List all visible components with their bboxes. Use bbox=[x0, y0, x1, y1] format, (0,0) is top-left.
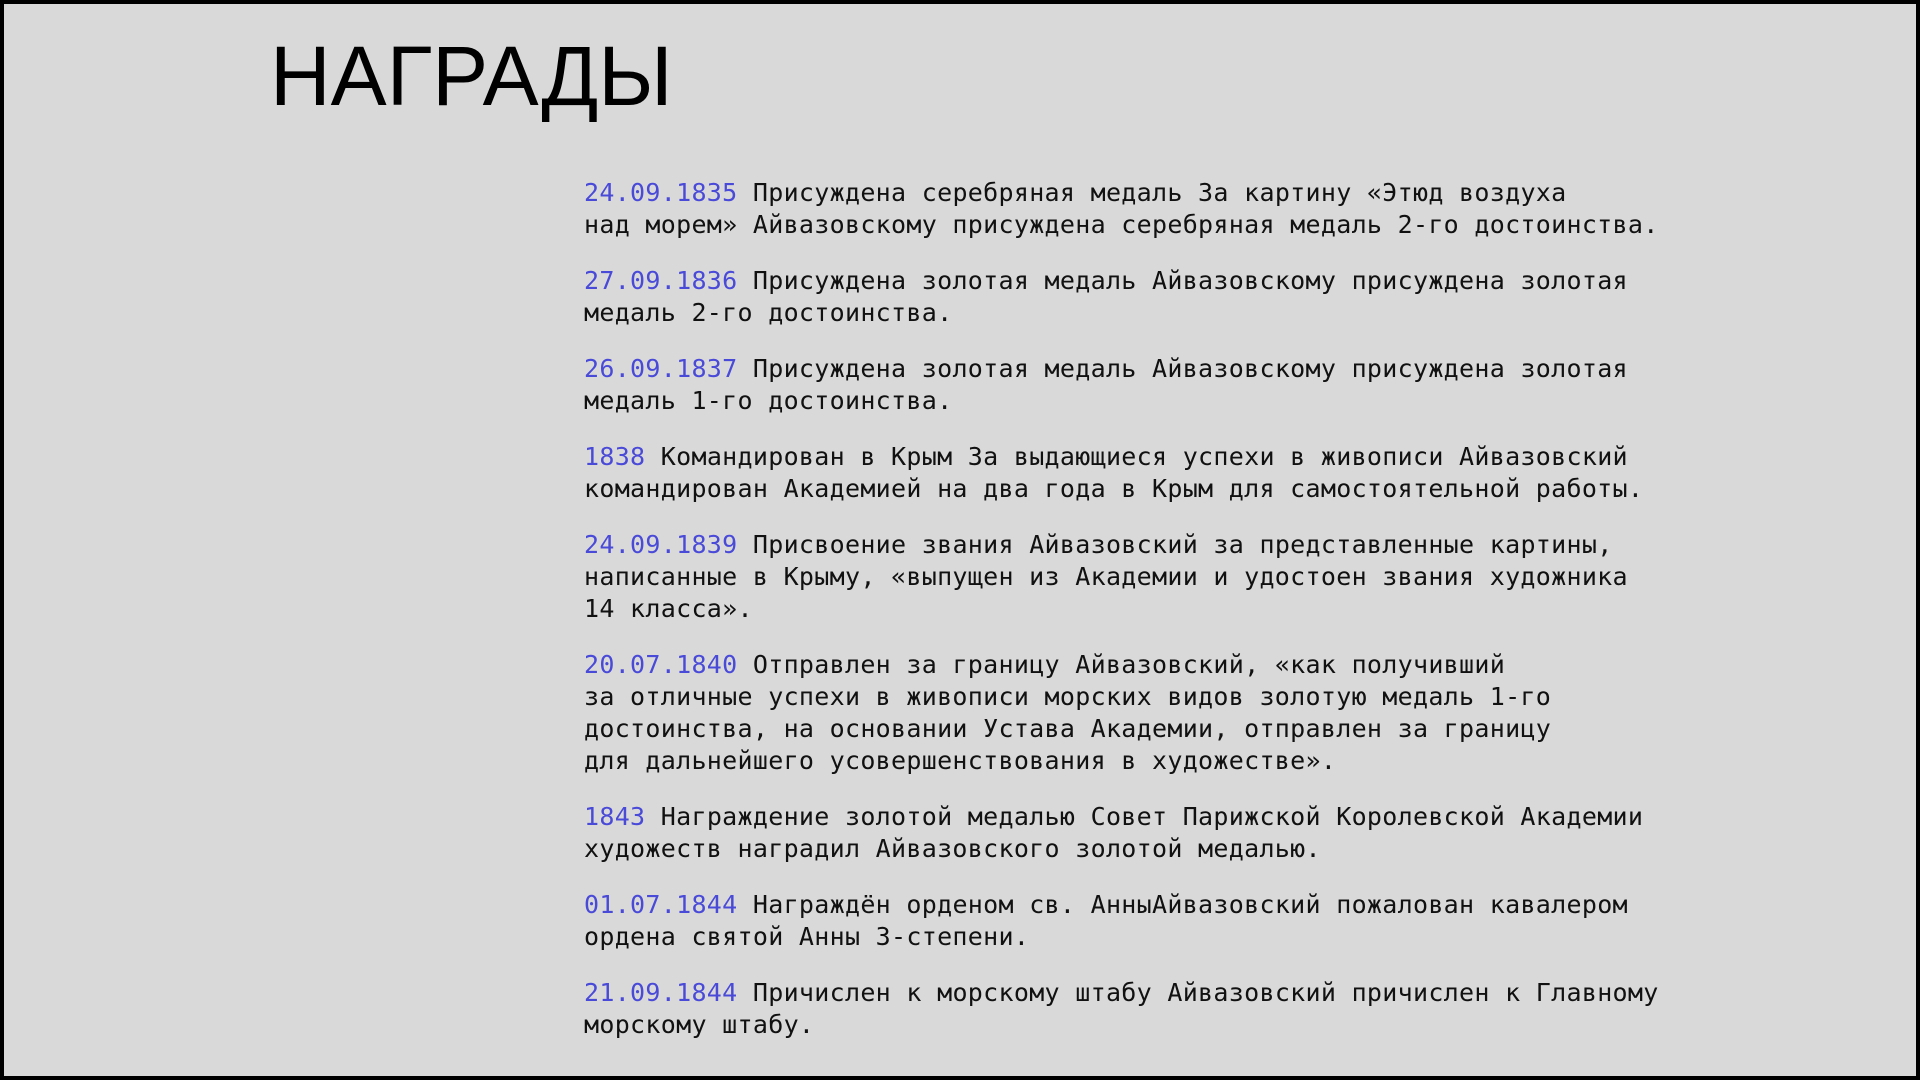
list-item bbox=[584, 265, 1714, 329]
entry-date: 20.07.1840 bbox=[584, 650, 738, 679]
list-item bbox=[584, 801, 1714, 865]
entry-text: Присуждена золотая медаль Айвазовскому присуждена золотая медаль 1-го достоинства. bbox=[584, 354, 1628, 415]
entry-date: 1843 bbox=[584, 802, 646, 831]
entry-text: Отправлен за границу Айвазовский, «как получивший за отличные успехи в живописи морских видов золотую медаль 1-го достоинства, на основании Устава Академии, отправлен за границу для дальнейшего усовершенствования в художестве». bbox=[584, 650, 1552, 775]
entry-text: Награждение золотой медалью Совет Парижской Королевской Академии художеств наградил Айвазовского золотой медалью. bbox=[584, 802, 1644, 863]
entry-date: 26.09.1837 bbox=[584, 354, 738, 383]
entry-text: Награждён орденом св. АнныАйвазовский пожалован кавалером ордена святой Анны 3-степени. bbox=[584, 890, 1628, 951]
entry-date: 1838 bbox=[584, 442, 646, 471]
list-item bbox=[584, 977, 1714, 1041]
entry-text: Командирован в Крым За выдающиеся успехи в живописи Айвазовский командирован Академией на два года в Крым для самостоятельной работы. bbox=[584, 442, 1644, 503]
entry-date: 01.07.1844 bbox=[584, 890, 738, 919]
entry-text: Причислен к морскому штабу Айвазовский причислен к Главному морскому штабу. bbox=[584, 978, 1659, 1039]
list-item bbox=[584, 649, 1714, 777]
entry-date: 24.09.1835 bbox=[584, 178, 738, 207]
entry-text: Присуждена золотая медаль Айвазовскому присуждена золотая медаль 2-го достоинства. bbox=[584, 266, 1628, 327]
page-title: НАГРАДЫ bbox=[270, 29, 673, 123]
entry-date: 24.09.1839 bbox=[584, 530, 738, 559]
list-item bbox=[584, 177, 1714, 241]
awards-list bbox=[584, 177, 1714, 1041]
list-item bbox=[584, 529, 1714, 625]
entry-text: Присвоение звания Айвазовский за представленные картины, написанные в Крыму, «выпущен из Академии и удостоен звания художника 14 класса». bbox=[584, 530, 1628, 623]
list-item bbox=[584, 889, 1714, 953]
list-item bbox=[584, 353, 1714, 417]
entry-date: 21.09.1844 bbox=[584, 978, 738, 1007]
list-item bbox=[584, 441, 1714, 505]
entry-text: Присуждена серебряная медаль За картину «Этюд воздуха над морем» Айвазовскому присуждена серебряная медаль 2-го достоинства. bbox=[584, 178, 1659, 239]
entry-date: 27.09.1836 bbox=[584, 266, 738, 295]
slide bbox=[4, 4, 1916, 1076]
